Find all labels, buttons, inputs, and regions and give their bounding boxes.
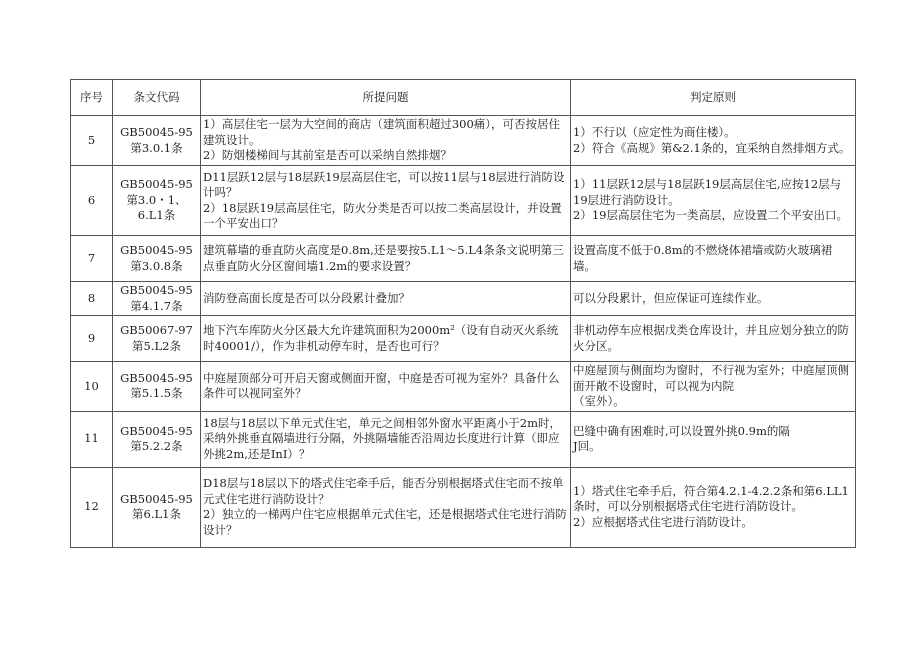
table-row [71, 362, 856, 412]
code-cell [113, 316, 201, 362]
principle-line: 设置高度不低于0.8m的不燃烧体裙墙或防火玻璃裙墙。 [573, 243, 833, 273]
code-cell [113, 116, 201, 166]
principle-line: 2）应根据塔式住宅进行消防设计。 [573, 514, 753, 529]
question-line: 2）独立的一梯两户住宅应根据单元式住宅，还是根据塔式住宅进行消防设计？ [203, 507, 567, 537]
code-line: 6.L1条 [137, 208, 176, 223]
question-cell [201, 411, 571, 467]
principle-line: 1）不行以（应定性为商住楼）。 [573, 125, 736, 139]
row-number: 10 [71, 362, 113, 412]
question-line: D18层与18层以下的塔式住宅牵手后，能否分别根据塔式住宅而不按单元式住宅进行消防设计？ [203, 476, 564, 506]
code-line: GB50045-95 [120, 370, 193, 385]
code-line: 第3.0・1、 [126, 192, 187, 207]
principle-line: 非机动停车应根据戊类仓库设计，并且应划分独立的防火分区。 [573, 323, 849, 353]
question-line: 中庭屋顶部分可开启天窗或侧面开窗，中庭是否可视为室外？具备什么条件可以视同室外？ [203, 370, 560, 401]
principle-line: 2）符合《高规》第&2.1条的，宜采纳自然排烟方式。 [573, 140, 851, 155]
code-line: 第4.1.7条 [130, 298, 183, 313]
table-row [71, 282, 856, 316]
header-number [71, 80, 113, 116]
principle-line: 2）19层高层住宅为一类高层，应设置二个平安出口。 [573, 208, 848, 223]
question-line: 建筑幕墙的垂直防火高度是0.8m,还是要按5.L1～5.L4条条文说明第三点垂直防火分区窗间墙1.2m的要求设置？ [203, 243, 564, 273]
code-cell [113, 362, 201, 412]
principle-cell [571, 467, 856, 547]
principle-cell [571, 362, 856, 412]
principle-cell [571, 282, 856, 316]
row-number: 6 [71, 166, 113, 236]
row-number: 11 [71, 411, 113, 467]
question-line: 18层与18层以下单元式住宅，单元之间相邻外窗水平距离小于2m时，采纳外挑垂直隔墙进行分隔，外挑隔墙能否沿周边长度进行计算（即应外挑2m,还是InI）？ [203, 415, 561, 461]
question-cell [201, 362, 571, 412]
table-row [71, 411, 856, 467]
row-number: 9 [71, 316, 113, 362]
code-line: GB50045-95 [120, 423, 193, 438]
question-line: 1）高层住宅一层为大空间的商店（建筑面积超过300痛），可否按居住建筑设计。 [203, 117, 561, 147]
table-body [71, 116, 856, 548]
code-line: GB50045-95 [120, 491, 193, 506]
header-row [71, 80, 856, 116]
table-row [71, 467, 856, 547]
code-cell [113, 236, 201, 282]
principle-line: 巴缝中确有困难时,可以设置外挑0.9m的隔 [573, 423, 790, 438]
principle-cell [571, 236, 856, 282]
code-line: GB50045-95 [120, 283, 193, 297]
principle-cell [571, 316, 856, 362]
question-line: D11层跃12层与18层跃19层高层住宅，可以按11层与18层进行消防设计吗？ [203, 169, 565, 199]
code-line: GB50045-95 [120, 125, 193, 139]
question-cell [201, 316, 571, 362]
header-number-text: 序号 [80, 90, 103, 104]
row-number: 8 [71, 282, 113, 316]
header-principle: 判定原则 [571, 80, 856, 116]
question-cell [201, 467, 571, 547]
question-cell [201, 166, 571, 236]
code-cell [113, 166, 201, 236]
principle-line: （室外）。 [573, 394, 625, 408]
principle-line: 中庭屋顶与侧面均为窗时，不行视为室外；中庭屋顶侧面开敞不设窗时，可以视为内院 [573, 363, 849, 393]
table-row [71, 316, 856, 362]
principle-line: J回。 [573, 439, 601, 453]
code-line: GB50045-95 [120, 243, 193, 257]
principle-line: 可以分段累计，但应保证可连续作业。 [573, 290, 769, 305]
question-line: 地下汽车库防火分区最大允许建筑面积为2000m²（设有自动灭火系统时40001/），作为非机动停车时，是否也可行？ [203, 323, 559, 353]
question-cell [201, 116, 571, 166]
row-number: 12 [71, 467, 113, 547]
header-question: 所提问题 [201, 80, 571, 116]
code-line: GB50045-95 [120, 177, 193, 192]
table-row [71, 166, 856, 236]
code-cell [113, 467, 201, 547]
code-line: 第5.1.5条 [130, 386, 183, 401]
principle-cell [571, 166, 856, 236]
row-number: 7 [71, 236, 113, 282]
code-cell [113, 282, 201, 316]
code-line: 第5.L2条 [132, 338, 181, 353]
code-line: 第5.2.2条 [130, 439, 183, 453]
code-line: GB50067-97 [120, 323, 193, 337]
header-code: 条文代码 [113, 80, 201, 116]
code-line: 第3.0.8条 [130, 258, 183, 273]
code-line: 第3.0.1条 [130, 140, 183, 155]
table-row [71, 116, 856, 166]
principle-line: 1）11层跃12层与18层跃19层高层住宅,应按12层与19层进行消防设计。 [573, 177, 842, 207]
code-line: 第6.L1条 [132, 507, 181, 521]
rules-table [70, 79, 856, 548]
code-cell [113, 411, 201, 467]
principle-line: 1）塔式住宅牵手后，符合第4.2.1-4.2.2条和第6.LL1条时，可以分别根据塔式住宅进行消防设计。 [573, 483, 849, 514]
row-number: 5 [71, 116, 113, 166]
principle-cell [571, 411, 856, 467]
question-line: 2）防烟楼梯间与其前室是否可以采纳自然排烟？ [203, 148, 452, 163]
question-line: 消防登高面长度是否可以分段累计叠加？ [203, 290, 410, 305]
question-cell [201, 282, 571, 316]
question-cell [201, 236, 571, 282]
principle-cell [571, 116, 856, 166]
table-row [71, 236, 856, 282]
question-line: 2）18层跃19层高层住宅，防火分类是否可以按二类高层设计，并设置一个平安出口？ [203, 200, 562, 230]
